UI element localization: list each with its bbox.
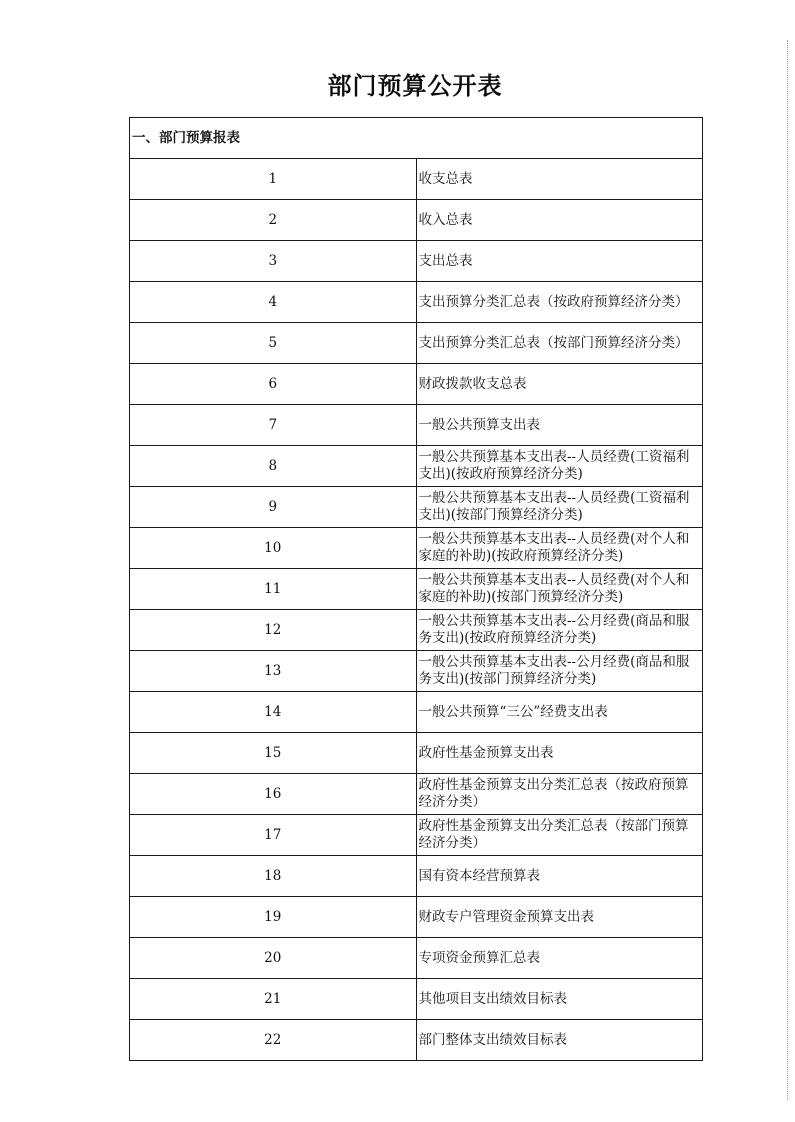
report-name: 一般公共预算“三公”经费支出表	[416, 692, 703, 733]
report-name: 部门整体支出绩效目标表	[416, 1020, 703, 1061]
budget-table-body	[130, 118, 703, 1061]
report-name: 一般公共预算支出表	[416, 405, 703, 446]
report-name: 一般公共预算基本支出表--人员经费(工资福利支出)(按部门预算经济分类)	[416, 487, 703, 528]
row-number: 1	[130, 159, 417, 200]
row-number: 3	[130, 241, 417, 282]
table-row	[130, 569, 703, 610]
section-row	[130, 118, 703, 159]
row-number: 13	[130, 651, 417, 692]
row-number: 2	[130, 200, 417, 241]
report-name: 一般公共预算基本支出表--人员经费(工资福利支出)(按政府预算经济分类)	[416, 446, 703, 487]
report-name: 政府性基金预算支出分类汇总表（按部门预算经济分类）	[416, 815, 703, 856]
row-number: 9	[130, 487, 417, 528]
report-name: 收支总表	[416, 159, 703, 200]
report-name: 一般公共预算基本支出表--人员经费(对个人和家庭的补助)(按政府预算经济分类)	[416, 528, 703, 569]
row-number: 5	[130, 323, 417, 364]
table-row	[130, 979, 703, 1020]
row-number: 21	[130, 979, 417, 1020]
table-row	[130, 528, 703, 569]
row-number: 17	[130, 815, 417, 856]
row-number: 20	[130, 938, 417, 979]
table-row	[130, 364, 703, 405]
table-row	[130, 487, 703, 528]
budget-table	[129, 117, 703, 1061]
report-name: 专项资金预算汇总表	[416, 938, 703, 979]
table-row	[130, 282, 703, 323]
row-number: 11	[130, 569, 417, 610]
row-number: 10	[130, 528, 417, 569]
table-row	[130, 200, 703, 241]
table-row	[130, 692, 703, 733]
row-number: 6	[130, 364, 417, 405]
table-row	[130, 159, 703, 200]
row-number: 14	[130, 692, 417, 733]
table-row	[130, 323, 703, 364]
row-number: 19	[130, 897, 417, 938]
report-name: 支出预算分类汇总表（按政府预算经济分类）	[416, 282, 703, 323]
table-row	[130, 241, 703, 282]
report-name: 一般公共预算基本支出表--人员经费(对个人和家庭的补助)(按部门预算经济分类)	[416, 569, 703, 610]
scan-edge-line	[787, 40, 789, 1100]
table-row	[130, 733, 703, 774]
report-name: 政府性基金预算支出分类汇总表（按政府预算经济分类）	[416, 774, 703, 815]
table-row	[130, 856, 703, 897]
row-number: 7	[130, 405, 417, 446]
table-row	[130, 774, 703, 815]
row-number: 12	[130, 610, 417, 651]
section-heading: 一、部门预算报表	[130, 118, 703, 159]
row-number: 8	[130, 446, 417, 487]
report-name: 收入总表	[416, 200, 703, 241]
report-name: 财政专户管理资金预算支出表	[416, 897, 703, 938]
table-row	[130, 938, 703, 979]
table-row	[130, 897, 703, 938]
table-row	[130, 446, 703, 487]
page-title: 部门预算公开表	[327, 72, 503, 100]
row-number: 22	[130, 1020, 417, 1061]
table-row	[130, 815, 703, 856]
table-row	[130, 610, 703, 651]
table-row	[130, 651, 703, 692]
report-name: 一般公共预算基本支出表--公月经费(商品和服务支出)(按政府预算经济分类)	[416, 610, 703, 651]
report-name: 财政拨款收支总表	[416, 364, 703, 405]
row-number: 4	[130, 282, 417, 323]
table-row	[130, 1020, 703, 1061]
report-name: 国有资本经营预算表	[416, 856, 703, 897]
row-number: 16	[130, 774, 417, 815]
table-row	[130, 405, 703, 446]
report-name: 其他项目支出绩效目标表	[416, 979, 703, 1020]
report-name: 政府性基金预算支出表	[416, 733, 703, 774]
row-number: 18	[130, 856, 417, 897]
report-name: 支出预算分类汇总表（按部门预算经济分类）	[416, 323, 703, 364]
report-name: 支出总表	[416, 241, 703, 282]
row-number: 15	[130, 733, 417, 774]
report-name: 一般公共预算基本支出表--公月经费(商品和服务支出)(按部门预算经济分类)	[416, 651, 703, 692]
